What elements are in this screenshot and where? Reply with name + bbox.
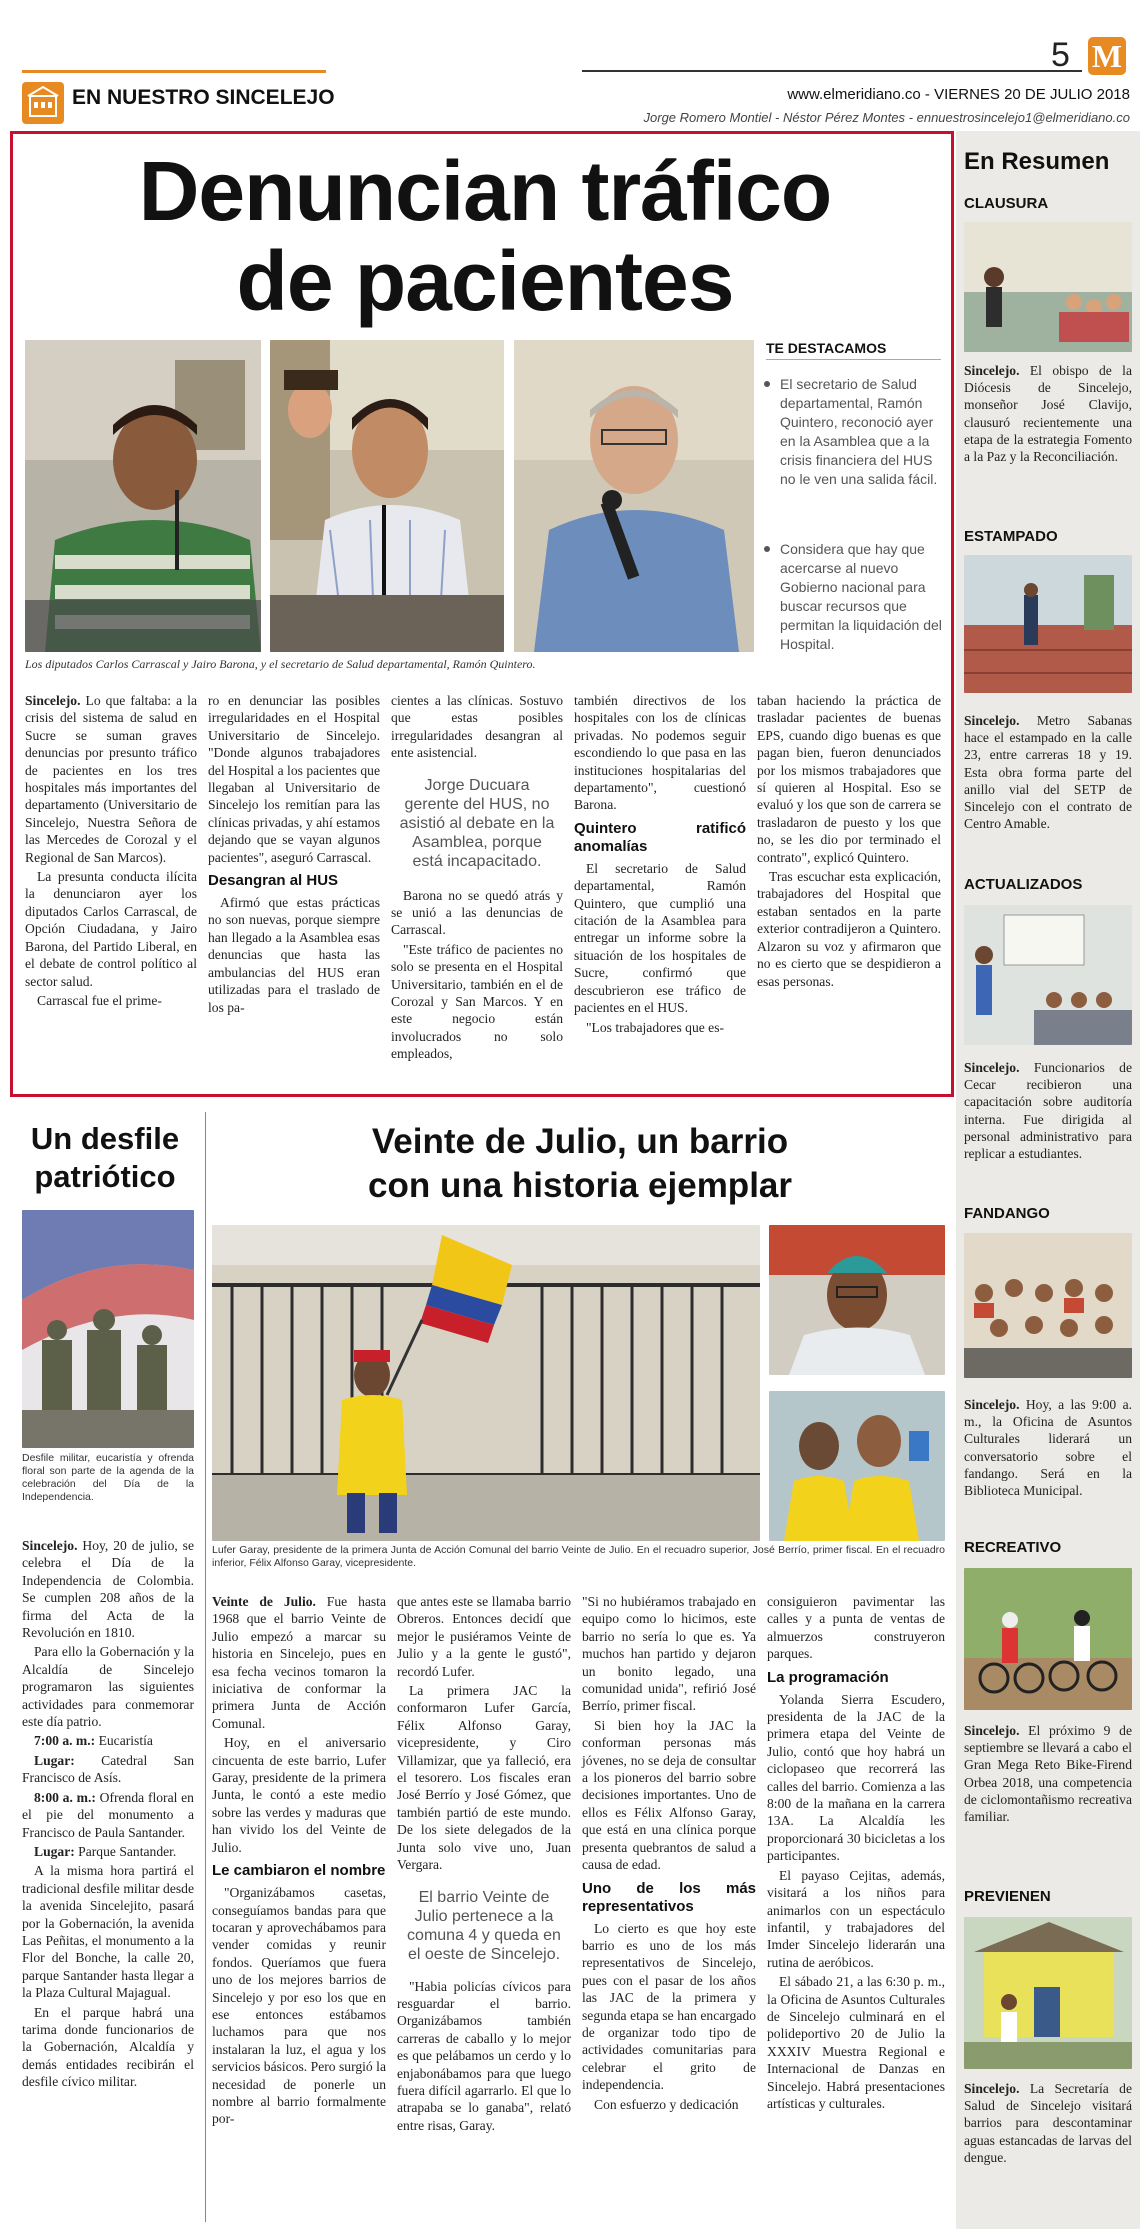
photo-jose-berrio: [769, 1225, 945, 1375]
paragraph: Carrascal fue el prime-: [37, 992, 162, 1008]
header-rule: [582, 70, 1082, 72]
sidebar-item-text: Sincelejo. La Secretaría de Salud de Sincelejo visitará barrios para descontaminar aguas estancadas de larvas del dengue.: [964, 2081, 1132, 2165]
section-title: EN NUESTRO SINCELEJO: [72, 86, 335, 109]
veinte-photo-caption: Lufer Garay, presidente de la primera Junta de Acción Comunal del barrio Veinte de Julio. En el recuadro superior, José Berrío, primer fiscal. En el recuadro inferior, Félix Alfonso Garay, vicepresidente.: [212, 1544, 945, 1569]
paragraph: 7:00 a. m.: Eucaristía: [34, 1733, 153, 1749]
paragraph: El sábado 21, a las 6:30 p. m., la Oficina de Asuntos Culturales de Sincelejo culminará en el polideportivo 20 de Julio la XXXIV Muestra Regional e Internacional de Danzas en Sincelejo. Habrá presentaciones artísticas y culturales.: [767, 1974, 945, 2111]
dateline: www.elmeridiano.co - VIERNES 20 DE JULIO 2018: [787, 86, 1130, 103]
paragraph: "Si no hubiéramos trabajado en equipo como lo hicimos, este barrio no sería lo que es. Ya muchos han partido y dejaron un bonito legado, una comunidad unida", refirió José Berrío, primer fiscal.: [582, 1594, 756, 1714]
paragraph: 8:00 a. m.: Ofrenda floral en el pie del monumento a Francisco de Paula Santander.: [22, 1789, 194, 1840]
paragraph: taban haciendo la práctica de trasladar pacientes de buenas EPS, cuando digo buenas es que pagan bien, fueron denunciados por los mismos trabajadores que sí quieren al Hospital. Eso se evaluó y los que son de carrera se trasladaron de puesto y los que no, se les dio por terminado el contrato", explicó Quintero.: [757, 693, 941, 865]
subhead-cambiaron-nombre: Le cambiaron el nombre: [212, 1862, 386, 1880]
paragraph: Hoy, en el aniversario cincuenta de este barrio, Lufer Garay, presidente de la primera Junta, le contó a este medio sobre las verdes y maduras que han vivido los del Veinte de Julio.: [212, 1735, 386, 1855]
photo-lufer-garay: [212, 1225, 760, 1541]
paragraph: Con esfuerzo y dedicación: [594, 2096, 739, 2112]
photo-jairo-barona: [270, 340, 504, 652]
main-headline-line1: Denuncian tráfico: [138, 144, 832, 238]
te-destacamos-item: El secretario de Salud departamental, Ramón Quintero, reconoció ayer en la Asamblea que a la crisis financiera del HUS no le ven una salida fácil.: [764, 375, 942, 489]
main-body-col2: [208, 692, 380, 1018]
bullet-icon: [764, 546, 770, 552]
sidebar-heading: CLAUSURA: [964, 195, 1049, 212]
paragraph: Yolanda Sierra Escudero, presidenta de la JAC de la primera etapa del Veinte de Julio, contó que hoy habrá un ciclopaseo que recorrerá las calles del barrio. Comienza a las 8:00 de la mañana en la carrera 13A. La Alcaldía les proporcionará 30 bicicletas a los participantes.: [767, 1691, 945, 1864]
paragraph: En el parque habrá una tarima donde funcionarios de la Gobernación, Alcaldía y demás entidades recibirán el desfile cívico militar.: [22, 2004, 194, 2090]
paragraph: Lugar: Catedral San Francisco de Asís.: [22, 1752, 194, 1786]
section-accent-bar: [22, 70, 326, 73]
sidebar-item-text: Sincelejo. El obispo de la Diócesis de Sincelejo, monseñor José Clavijo, clausuró recientemente una etapa de la estrategia Fomento a la Paz y la Reconciliación.: [964, 363, 1132, 465]
paragraph: A la misma hora partirá el tradicional desfile militar desde la avenida Sincelejito, pasará por la Gobernación, la avenida Las Peñitas, el monumento a la Flor del Bonche, la calle 20, parque Santander hasta llegar a la Plaza Cultural Majagual.: [22, 1863, 194, 2001]
sidebar-item-text: Sincelejo. Funcionarios de Cecar recibieron una capacitación sobre auditoría interna. Fue dirigida al personal administrativo para replicar a estudiantes.: [964, 1060, 1132, 1162]
veinte-headline-line2: con una historia ejemplar: [368, 1166, 792, 1205]
authors-line: Jorge Romero Montiel - Néstor Pérez Montes - ennuestrosincelejo1@elmeridiano.co: [643, 110, 1130, 125]
sidebar-heading: RECREATIVO: [964, 1539, 1062, 1556]
photo-clausura: [964, 222, 1132, 352]
paragraph: Barona no se quedó atrás y se unió a las denuncias de Carrascal.: [391, 887, 563, 938]
sidebar-heading: ESTAMPADO: [964, 528, 1058, 545]
desfile-title: Un desfile patriótico: [30, 1121, 180, 1194]
paragraph: Lo cierto es que hoy este barrio es uno de los más representativos de Sincelejo, pues con el pasar de los años las JAC de la primera y segunda etapa se han encargado de organizar todo tipo de actividades comunitarias para celebrar el grito de independencia.: [582, 1920, 756, 2093]
page-number: 5: [1051, 36, 1070, 74]
subhead-representativos: Uno de los más representativos: [582, 1879, 756, 1915]
paragraph: cientes a las clínicas. Sostuvo que estas posibles irregularidades desangran al ente asistencial.: [391, 693, 563, 761]
paragraph: Si bien hoy la JAC la conforman personas más jóvenes, no se deja de consultar a los pioneros del barrio sobre decisiones importantes. Uno de ellos es Félix Alfonso Garay, que está en una clínica porque presenta quebrantos de salud a causa de edad.: [582, 1717, 756, 1873]
paragraph: también directivos de los hospitales con los de clínicas privadas. No podemos seguir escondiendo lo que pasa en las instituciones hospitalarias del departamento", cuestionó Barona.: [574, 693, 746, 813]
photo-recreativo: [964, 1568, 1132, 1710]
sidebar-item-text: Sincelejo. El próximo 9 de septiembre se llevará a cabo el Gran Mega Reto Bike-Firend Orbea 2018, una competencia de ciclomontañismo recreativa familiar.: [964, 1723, 1132, 1825]
paragraph: que antes este se llamaba barrio Obreros. Entonces decidí que mejor le pusiéramos Veinte de Julio y a la gente le gustó", recordó Lufer.: [397, 1594, 571, 1679]
te-destacamos-item: Considera que hay que acercarse al nuevo Gobierno nacional para buscar recursos que permitan la liquidación del Hospital.: [764, 540, 942, 654]
photo-estampado: [964, 555, 1132, 693]
sidebar-heading: ACTUALIZADOS: [964, 876, 1083, 893]
pull-quote-comuna: El barrio Veinte de Julio pertenece a la comuna 4 y queda en el oeste de Sincelejo.: [407, 1888, 561, 1963]
paragraph: "Habia policías cívicos para resguardar el barrio. Organizábamos también carreras de caballo y lo mejor es que pelábamos un cerdo y lo enjabonábamos para que luego fuera difícil agarrarlo. El que lo atrapaba se lo ganaba", relató entre risas, Garay.: [397, 1978, 571, 2133]
main-body-col5: [757, 692, 941, 992]
photo-fandango: [964, 1233, 1132, 1378]
paragraph: Sincelejo. Lo que faltaba: a la crisis del sistema de salud en Sucre se suman graves denuncias por presunto tráfico de pacientes en los tres hospitales más importantes del departamento (Universitario de Sincelejo, Nuestra Señora de las Mercedes de Corozal y el Regional de San Marcos).: [25, 693, 197, 865]
main-body-col4: [574, 692, 746, 1038]
paragraph: "Este tráfico de pacientes no solo se presenta en el Hospital Universitario, también en el de Corozal y San Marcos. Y en este negocio están involucrados no solo empleados,: [391, 941, 563, 1062]
paragraph: Sincelejo. Hoy, 20 de julio, se celebra el Día de la Independencia de Colombia. Se cumplen 208 años de la firma del Acta de la Revolución en 1810.: [22, 1538, 194, 1641]
photo-carlos-carrascal: [25, 340, 261, 652]
veinte-col1: [212, 1593, 386, 2130]
photo-previenen: [964, 1917, 1132, 2069]
veinte-col2: [397, 1593, 571, 2136]
main-headline: [30, 146, 940, 326]
paragraph: La primera JAC la conformaron Lufer García, Félix Alfonso Garay, vicepresidente, y Ciro Villamizar, que ya falleció, era el tesorero. Los fiscales eran José Berrío y José Gómez, que también partió de este mundo. De los siete delegados de la Junta solo vive uno, Juan Vergara.: [397, 1683, 571, 1873]
veinte-headline: [215, 1120, 945, 1208]
paragraph: El payaso Cejitas, además, visitará a los niños para animarlos con un espectáculo infantil, y trabajadores del Imder Sincelejo liderarán una rutina de aeróbicos.: [767, 1867, 945, 1970]
desfile-body: [22, 1537, 194, 2093]
subhead-quintero: Quintero ratificó anomalías: [574, 819, 746, 855]
paragraph: "Los trabajadores que es-: [586, 1019, 725, 1035]
paragraph: ro en denunciar las posibles irregularidades en el Hospital Universitario de Sincelejo. "Donde algunos trabajadores del Hospital a los pacientes que llegaban al Universitario de Sincelejo los remitían para las clínicas privadas, y ahí estamos dejando que se vayan algunos pacientes", aseguró Carrascal.: [208, 693, 380, 865]
paragraph: Lugar: Parque Santander.: [34, 1843, 177, 1859]
pull-quote-ducuara: Jorge Ducuara gerente del HUS, no asistió al debate en la Asamblea, porque está incapacitado.: [399, 776, 555, 870]
te-destacamos-title: TE DESTACAMOS: [766, 340, 941, 360]
paragraph: El secretario de Salud departamental, Ramón Quintero, que cumplió una citación de la Asamblea para entregar un informe sobre la situación de los hospitales de Sucre, confirmó que descubrieron ese tráfico de pacientes en el HUS.: [574, 860, 746, 1016]
paragraph: La presunta conducta ilícita la denunciaron ayer los diputados Carlos Carrascal, de Opción Ciudadana, y Jairo Barona, del Partido Liberal, en el debate de control político al sector salud.: [25, 869, 197, 989]
subhead-programacion: La programación: [767, 1668, 889, 1686]
bullet-icon: [764, 381, 770, 387]
veinte-headline-line1: Veinte de Julio, un barrio: [371, 1122, 789, 1161]
photo-ramon-quintero: [514, 340, 754, 652]
main-body-col3: [391, 692, 563, 1065]
subhead-desangran: Desangran al HUS: [208, 872, 339, 890]
paragraph: consiguieron pavimentar las calles y a punta de ventas de almuerzos construyeron parques.: [767, 1594, 945, 1662]
column-rule: [205, 1112, 206, 2222]
paragraph: Tras escuchar esta explicación, trabajadores del Hospital que estaban sentados en la parte exterior contradijeron a Quintero. Alzaron su voz y afirmaron que no es cierto que se despidieron a esas personas.: [757, 869, 941, 989]
photo-actualizados: [964, 905, 1132, 1045]
sidebar-item-text: Sincelejo. Hoy, a las 9:00 a. m., la Oficina de Asuntos Culturales liderará un conversatorio sobre el fandango. Será en la Biblioteca Municipal.: [964, 1397, 1132, 1499]
paragraph: Veinte de Julio. Fue hasta 1968 que el barrio Veinte de Julio empezó a marcar su historia en Sincelejo, pues en esa fecha vecinos tomaron la iniciativa de conformar la primera Junta de Acción Comunal.: [212, 1594, 386, 1731]
building-icon: [22, 82, 64, 124]
veinte-col4: [767, 1593, 945, 2114]
newspaper-logo: M: [1088, 37, 1126, 75]
sidebar-heading: FANDANGO: [964, 1205, 1050, 1222]
sidebar-title: En Resumen: [964, 148, 1110, 175]
sidebar-item-text: Sincelejo. Metro Sabanas hace el estampado en la calle 23, entre carreras 18 y 19. Esta obra forma parte del anillo vial del SETP de Sincelejo con el contrato de Centro Amable.: [964, 713, 1132, 832]
main-body-col1: [25, 692, 197, 1011]
paragraph: "Organizábamos casetas, conseguíamos bandas para que tocaran y aprovechábamos para vender comidas y reunir fondos. Queríamos que fuera uno de los mejores barrios de Sincelejo y por eso los que en ese entonces estábamos luchamos para que nos instalaran la luz, el agua y los servicios básicos. Pero surgió la necesidad de ponerle un nombre al barrio formalmente por-: [212, 1885, 386, 2127]
photo-desfile-militar: [22, 1210, 194, 1448]
veinte-col3: [582, 1593, 756, 2115]
sidebar-heading: PREVIENEN: [964, 1888, 1051, 1905]
main-headline-line2: de pacientes: [236, 234, 734, 328]
photo-felix-garay: [769, 1391, 945, 1541]
desfile-caption: Desfile militar, eucaristía y ofrenda floral son parte de la agenda de la celebración del Día de la Independencia.: [22, 1452, 194, 1503]
paragraph: Afirmó que estas prácticas no son nuevas, porque siempre han llegado a la Asamblea esas denuncias que hasta las ambulancias del HUS eran utilizadas para el traslado de los pa-: [208, 895, 380, 1015]
paragraph: Para ello la Gobernación y la Alcaldía de Sincelejo programaron las siguientes actividades para conmemorar este día patrio.: [22, 1644, 194, 1730]
main-photo-caption: Los diputados Carlos Carrascal y Jairo Barona, y el secretario de Salud departamental, Ramón Quintero.: [25, 657, 536, 671]
